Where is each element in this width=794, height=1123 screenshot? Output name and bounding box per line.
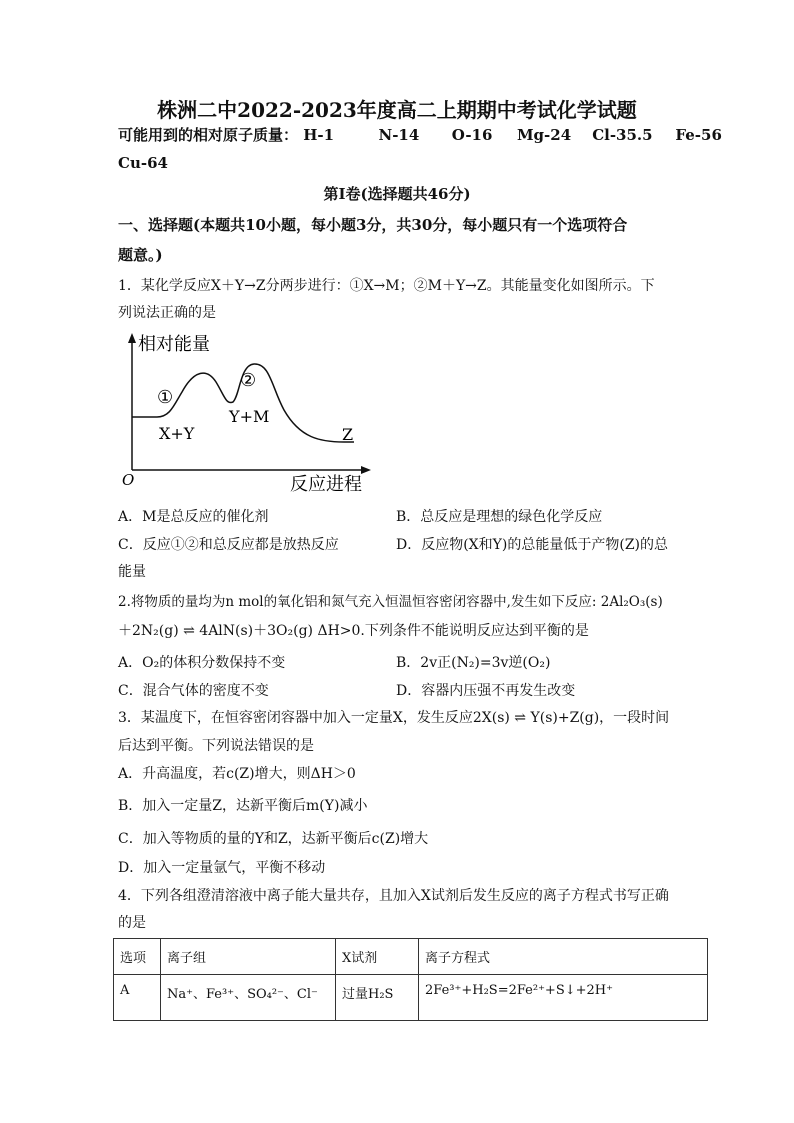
step1-label: ①: [157, 387, 174, 408]
header-reagent: X试剂: [336, 939, 419, 975]
q2-stem-line1: 2.将物质的量均为n mol的氧化铝和氮气充入恒温恒容密闭容器中,发生如下反应: 2Al₂O₃(s): [118, 594, 663, 610]
row-a-option: A: [114, 975, 161, 1021]
q2-option-c: C．混合气体的密度不变: [118, 683, 269, 699]
atomic-mass-h: H-1: [303, 126, 335, 144]
y-axis-label: 相对能量: [138, 334, 210, 355]
energy-diagram: [112, 330, 382, 498]
q2-option-b: B．2v正(N₂)=3v逆(O₂): [396, 655, 551, 671]
atomic-mass-n: N-14: [378, 126, 420, 144]
table-row: [114, 975, 708, 1021]
x-axis-label: 反应进程: [290, 474, 362, 495]
atomic-mass-o: O-16: [451, 126, 493, 144]
z-label: Z: [342, 425, 354, 444]
x-axis-arrow: [361, 466, 371, 474]
q2-option-a: A．O₂的体积分数保持不变: [118, 655, 286, 671]
q3-option-a: A．升高温度，若c(Z)增大，则ΔH＞0: [118, 766, 356, 782]
ym-label: Y+M: [229, 407, 270, 426]
q1-stem-line1: 1．某化学反应X＋Y→Z分两步进行：①X→M；②M＋Y→Z。其能量变化如图所示。下: [118, 278, 655, 294]
origin-label: O: [122, 471, 135, 489]
header-equation: 离子方程式: [419, 939, 708, 975]
q1-option-c: C．反应①②和总反应都是放热反应: [118, 537, 339, 553]
header-ion-group: 离子组: [161, 939, 336, 975]
atomic-mass-line: [118, 124, 722, 145]
q1-option-d-line2: 能量: [118, 564, 146, 580]
q1-stem-line2: 列说法正确的是: [118, 305, 216, 321]
table-header-row: [114, 939, 708, 975]
part-heading-line1: 一、选择题(本题共10小题，每小题3分，共30分，每小题只有一个选项符合: [118, 216, 628, 234]
ion-table: [113, 938, 708, 1021]
atomic-mass-cl: Cl-35.5: [592, 126, 653, 144]
row-a-equation: 2Fe³⁺+H₂S=2Fe²⁺+S↓+2H⁺: [419, 975, 708, 1021]
q4-stem-line2: 的是: [118, 915, 146, 931]
part-heading-line2: 题意。): [118, 246, 163, 264]
q1-option-b: B．总反应是理想的绿色化学反应: [396, 509, 603, 525]
page-title: 株洲二中2022-2023年度高二上期期中考试化学试题: [157, 98, 637, 122]
section-title: 第Ⅰ卷(选择题共46分): [323, 185, 471, 203]
atomic-mass-cu: Cu-64: [118, 154, 168, 172]
q2-stem-line2: ＋2N₂(g) ⇌ 4AlN(s)＋3O₂(g) ΔH>0.下列条件不能说明反应达到平衡的是: [118, 623, 589, 639]
q3-option-b: B．加入一定量Z，达新平衡后m(Y)减小: [118, 798, 368, 814]
q3-option-d: D．加入一定量氩气，平衡不移动: [118, 860, 326, 876]
q3-stem-line1: 3．某温度下，在恒容密闭容器中加入一定量X，发生反应2X(s) ⇌ Y(s)+Z(g)，一段时间: [118, 710, 670, 726]
q4-stem-line1: 4．下列各组澄清溶液中离子能大量共存，且加入X试剂后发生反应的离子方程式书写正确: [118, 888, 669, 904]
q3-stem-line2: 后达到平衡。下列说法错误的是: [118, 738, 314, 754]
step2-label: ②: [240, 370, 257, 391]
q1-option-a: A．M是总反应的催化剂: [118, 509, 269, 525]
row-a-reagent: 过量H₂S: [336, 975, 419, 1021]
atomic-mass-mg: Mg-24: [516, 126, 572, 144]
row-a-ions: Na⁺、Fe³⁺、SO₄²⁻、Cl⁻: [161, 975, 336, 1021]
q3-option-c: C．加入等物质的量的Y和Z，达新平衡后c(Z)增大: [118, 831, 429, 847]
header-option: 选项: [114, 939, 161, 975]
xy-label: X+Y: [159, 424, 195, 443]
atomic-mass-fe: Fe-56: [675, 126, 722, 144]
q2-option-d: D．容器内压强不再发生改变: [396, 683, 576, 699]
q1-option-d-line1: D．反应物(X和Y)的总能量低于产物(Z)的总: [396, 537, 669, 553]
atomic-mass-label: 可能用到的相对原子质量：: [118, 126, 299, 144]
y-axis-arrow: [128, 333, 136, 343]
